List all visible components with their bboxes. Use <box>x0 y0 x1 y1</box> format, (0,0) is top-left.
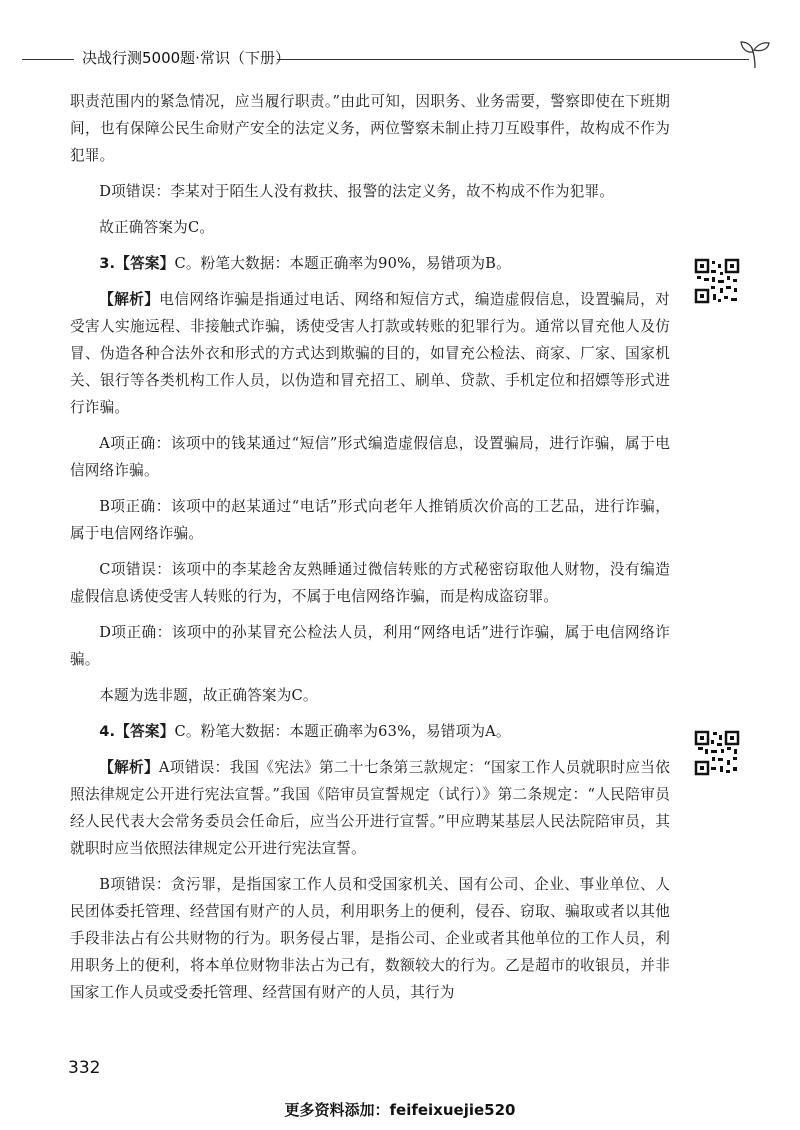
analysis-4 <box>70 754 670 862</box>
paragraph-option-c: C项错误：该项中的李某趁舍友熟睡通过微信转账的方式秘密窃取他人财物，没有编造虚假信息诱使受害人转账的行为，不属于电信网络诈骗，而是构成盗窃罪。 <box>70 561 670 605</box>
leaf-icon <box>738 38 772 70</box>
page-body <box>70 88 670 1015</box>
running-header <box>22 38 778 78</box>
page-number: 332 <box>68 1058 101 1078</box>
paragraph-answer-summary: 本题为选非题，故正确答案为C。 <box>99 687 318 704</box>
paragraph-continuation: 职责范围内的紧急情况，应当履行职责。”由此可知，因职务、业务需要，警察即使在下班期间，也有保障公民生命财产安全的法定义务，两位警察未制止持刀互殴事件，故构成不作为犯罪。 <box>70 93 670 164</box>
qr-code-icon[interactable] <box>694 258 740 304</box>
answer-4 <box>70 718 670 745</box>
analysis-3 <box>70 286 670 421</box>
paragraph-answer-summary: 故正确答案为C。 <box>99 219 215 236</box>
qr-code-icon[interactable] <box>694 730 740 776</box>
footer-contact-note: 更多资料添加：feifeixuejie520 <box>284 1101 516 1119</box>
analysis-label: 【解析】 <box>99 291 160 308</box>
header-rule-right <box>277 59 749 60</box>
answer-text: C。粉笔大数据：本题正确率为63%，易错项为A。 <box>174 723 511 740</box>
paragraph-option-b: B项正确：该项中的赵某通过“电话”形式向老年人推销质次价高的工艺品，进行诈骗，属于电信网络诈骗。 <box>70 498 670 542</box>
analysis-text: 电信网络诈骗是指通过电话、网络和短信方式，编造虚假信息，设置骗局，对受害人实施远程、非接触式诈骗，诱使受害人打款或转账的犯罪行为。通常以冒充他人及仿冒、伪造各种合法外衣和形式的方式达到欺骗的目的，如冒充公检法、商家、厂家、国家机关、银行等各类机构工作人员，以伪造和冒充招工、刷单、贷款、手机定位和招嫖等形式进行诈骗。 <box>70 291 670 416</box>
paragraph-option-d: D项正确：该项中的孙某冒充公检法人员，利用“网络电话”进行诈骗，属于电信网络诈骗。 <box>70 624 670 668</box>
analysis-label: 【解析】 <box>99 759 159 776</box>
answer-label: 4.【答案】 <box>99 723 175 740</box>
paragraph-option-d: D项错误：李某对于陌生人没有救扶、报警的法定义务，故不构成不作为犯罪。 <box>99 183 615 200</box>
paragraph-option-b: B项错误：贪污罪，是指国家工作人员和受国家机关、国有公司、企业、事业单位、人民团体委托管理、经营国有财产的人员，利用职务上的便利，侵吞、窃取、骗取或者以其他手段非法占有公共财物的行为。职务侵占罪，是指公司、企业或者其他单位的工作人员，利用职务上的便利，将本单位财物非法占为己有，数额较大的行为。乙是超市的收银员，并非国家工作人员或受委托管理、经营国有财产的人员，其行为 <box>70 876 670 1001</box>
answer-3 <box>70 250 670 277</box>
book-title: 决战行测5000题·常识（下册） <box>82 49 290 67</box>
answer-text: C。粉笔大数据：本题正确率为90%，易错项为B。 <box>174 255 511 272</box>
paragraph-option-a: A项正确：该项中的钱某通过“短信”形式编造虚假信息，设置骗局，进行诈骗，属于电信网络诈骗。 <box>70 435 670 479</box>
answer-label: 3.【答案】 <box>99 255 175 272</box>
analysis-text: A项错误：我国《宪法》第二十七条第三款规定：“国家工作人员就职时应当依照法律规定公开进行宪法宣誓。”我国《陪审员宣誓规定（试行）》第二条规定：“人民陪审员经人民代表大会常务委员会任命后，应当公开进行宣誓。”甲应聘某基层人民法院陪审员，其就职时应当依照法律规定公开进行宪法宣誓。 <box>70 759 670 857</box>
header-rule-left <box>22 59 74 60</box>
